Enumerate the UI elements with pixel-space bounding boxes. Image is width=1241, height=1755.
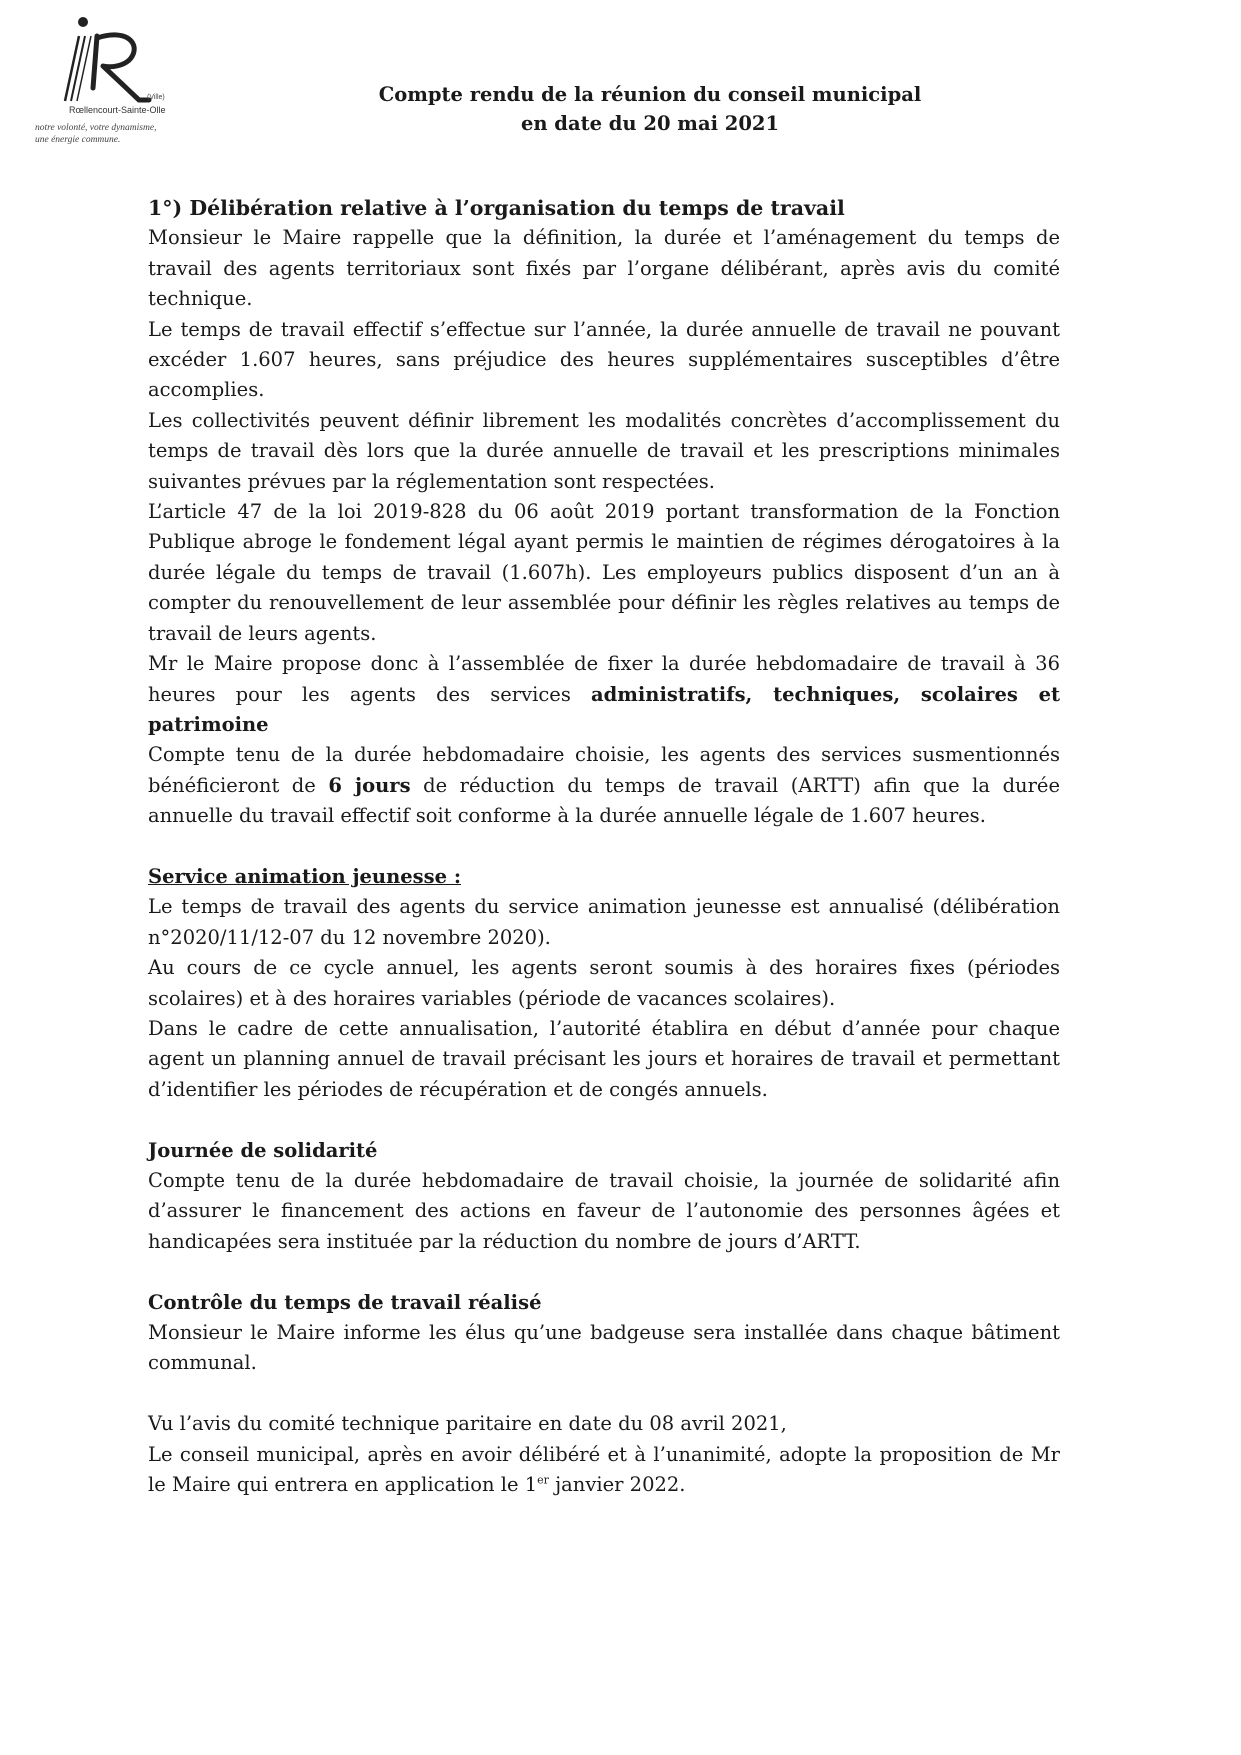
document-title-line-2: en date du 20 mai 2021 bbox=[520, 112, 780, 135]
adoption-superscript: er bbox=[537, 1473, 549, 1487]
logo-town-name: Rœllencourt-Sainte-Olle bbox=[69, 105, 166, 115]
paragraph-temps-effectif: Le temps de travail effectif s’effectue sur l’année, la durée annuelle de travail ne pouvant excéder 1.607 heures, sans préjudice des heures supplémentaires susceptibles d’être accomplies. bbox=[148, 317, 1060, 402]
section-heading-animation: Service animation jeunesse : bbox=[148, 864, 462, 888]
paragraph-planning: Dans le cadre de cette annualisation, l’autorité établira en début d’année pour chaque agent un planning annuel de travail précisant les jours et horaires de travail et permettant d’identifier les périodes de récupération et de congés annuels. bbox=[148, 1016, 1060, 1101]
section-heading-controle: Contrôle du temps de travail réalisé bbox=[148, 1290, 542, 1314]
paragraph-proposition bbox=[148, 649, 1060, 740]
artt-days-bold: 6 jours bbox=[328, 773, 411, 797]
proposition-services-bold: administratifs, techniques, scolaires et patrimoine bbox=[148, 682, 1060, 736]
section-heading-deliberation: 1°) Délibération relative à l’organisation du temps de travail bbox=[148, 196, 845, 220]
section-heading-solidarite: Journée de solidarité bbox=[148, 1138, 378, 1162]
paragraph-solidarite: Compte tenu de la durée hebdomadaire de travail choisie, la journée de solidarité afin d’assurer le financement des actions en faveur de l’autonomie des personnes âgées et handicapées sera instituée par la réduction du nombre de jours d’ARTT. bbox=[148, 1168, 1060, 1253]
logo-slogan-line-2: une énergie commune. bbox=[35, 135, 121, 145]
adoption-date: janvier 2022. bbox=[548, 1473, 686, 1496]
paragraph-collectivites: Les collectivités peuvent définir librement les modalités concrètes d’accomplissement du temps de travail dès lors que la durée annuelle de travail et les prescriptions minimales suivantes prévues par la réglementation sont respectées. bbox=[148, 408, 1060, 493]
paragraph-badgeuse: Monsieur le Maire informe les élus qu’une badgeuse sera installée dans chaque bâtiment communal. bbox=[148, 1320, 1060, 1375]
artt-text-end: de réduction du temps de travail (ARTT) afin que la durée annuelle du travail effectif soit conforme à la durée annuelle légale de 1.607 heures. bbox=[148, 773, 1061, 828]
document-title-line-1: Compte rendu de la réunion du conseil municipal bbox=[378, 83, 922, 106]
logo-ir-mark bbox=[49, 16, 169, 116]
document-body bbox=[148, 193, 1060, 1500]
municipal-logo bbox=[35, 16, 205, 156]
paragraph-artt bbox=[148, 740, 1060, 831]
paragraph-definition: Monsieur le Maire rappelle que la définition, la durée et l’aménagement du temps de travail des agents territoriaux sont fixés par l’organe délibérant, après avis du comité technique. bbox=[148, 226, 1060, 311]
logo-slogan bbox=[35, 122, 210, 146]
proposition-text: Mr le Maire propose donc à l’assemblée de fixer la durée hebdomadaire de travail à 36 heures pour les agents des services bbox=[148, 652, 1060, 706]
document-title bbox=[300, 80, 1000, 138]
artt-text-start: Compte tenu de la durée hebdomadaire choisie, les agents des services susmentionnés bénéficieront de bbox=[148, 743, 1060, 797]
paragraph-avis-comite: Vu l’avis du comité technique paritaire en date du 08 avril 2021, bbox=[148, 1412, 787, 1436]
paragraph-annualise: Le temps de travail des agents du service animation jeunesse est annualisé (délibération n°2020/11/12-07 du 12 novembre 2020). bbox=[148, 895, 1060, 949]
logo-slogan-line-1: notre volonté, votre dynamisme, bbox=[35, 123, 157, 133]
logo-ville-text: (Ville) bbox=[147, 94, 165, 101]
paragraph-article-47: L’article 47 de la loi 2019-828 du 06 août 2019 portant transformation de la Fonction Publique abroge le fondement légal ayant permis le maintien de régimes dérogatoires à la durée légale du temps de travail (1.607h). Les employeurs publics disposent d’un an à compter du renouvellement de leur assemblée pour définir les règles relatives au temps de travail de leurs agents. bbox=[148, 500, 1060, 645]
paragraph-cycle-annuel: Au cours de ce cycle annuel, les agents seront soumis à des horaires fixes (périodes scolaires) et à des horaires variables (période de vacances scolaires). bbox=[148, 956, 1060, 1010]
adoption-text: Le conseil municipal, après en avoir délibéré et à l’unanimité, adopte la proposition de Mr le Maire qui entrera en application le 1 bbox=[148, 1442, 1060, 1496]
paragraph-adoption bbox=[148, 1440, 1060, 1501]
